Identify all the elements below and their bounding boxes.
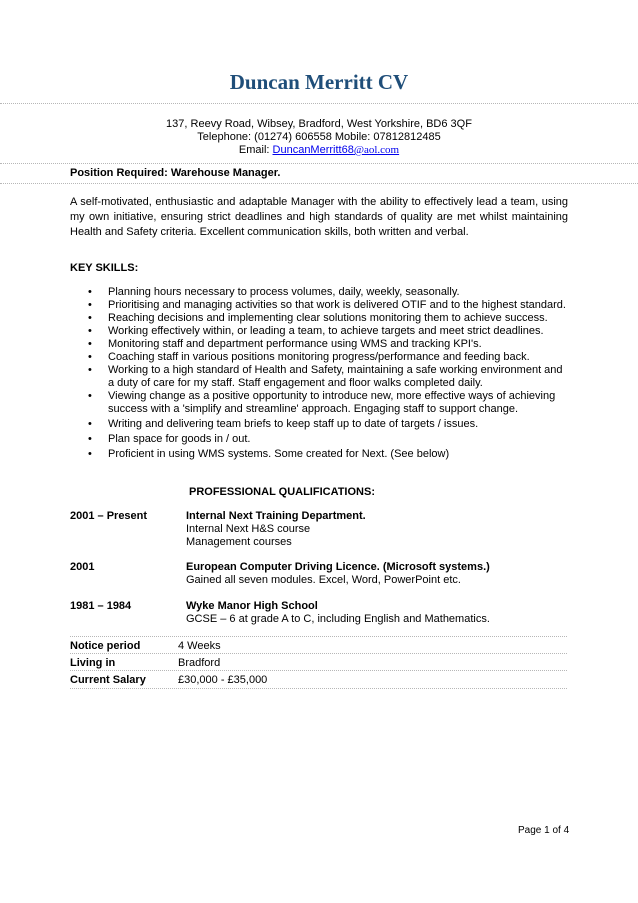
qualification-detail: Gained all seven modules. Excel, Word, PowerPoint etc. — [186, 574, 461, 586]
phone-line: Telephone: (01274) 606558 Mobile: 07812812485 — [197, 131, 441, 143]
info-divider — [70, 636, 567, 637]
qualifications-heading: PROFESSIONAL QUALIFICATIONS: — [189, 486, 375, 498]
list-item: • Working to a high standard of Health and Safety, maintaining a safe working environment and a duty of care for my staff. Staff engagement and floor walks completed daily. — [88, 364, 563, 389]
qualification-detail: Management courses — [186, 536, 292, 548]
list-item: • Coaching staff in various positions monitoring progress/performance and feeding back. — [88, 351, 530, 363]
bullet-icon: • — [88, 351, 92, 363]
position-divider — [0, 183, 638, 184]
email-link[interactable] — [273, 144, 400, 156]
list-item: • Writing and delivering team briefs to keep staff up to date of targets / issues. — [88, 418, 479, 430]
bullet-icon: • — [88, 338, 92, 350]
bullet-icon: • — [88, 448, 92, 460]
qualification-date: 2001 – Present — [70, 510, 148, 522]
qualification-body — [186, 561, 586, 587]
email-line — [0, 144, 638, 157]
page-number: Page 1 of 4 — [518, 825, 570, 836]
bullet-icon: • — [88, 325, 92, 337]
qualification-title: Wyke Manor High School — [186, 600, 318, 612]
info-value: £30,000 - £35,000 — [178, 674, 268, 686]
title-divider — [0, 103, 638, 104]
key-skills-heading: KEY SKILLS: — [70, 262, 139, 274]
bullet-icon: • — [88, 390, 92, 402]
info-label: Notice period — [70, 640, 141, 652]
email-user: DuncanMerritt68 — [272, 144, 354, 156]
address-line: 137, Reevy Road, Wibsey, Bradford, West Yorkshire, BD6 3QF — [166, 118, 472, 130]
info-divider — [70, 670, 567, 671]
profile-summary: A self-motivated, enthusiastic and adaptable Manager with the ability to effectively lead a team, using my own initiative, ensuring strict deadlines and high standards of quality are met whilst maintaining Health and Safety criteria. Excellent communication skills, both written and verbal. — [70, 196, 568, 238]
email-label: Email: — [238, 144, 273, 156]
qualification-date: 2001 — [70, 561, 95, 573]
qualification-body — [186, 600, 586, 626]
list-item: • Planning hours necessary to process volumes, daily, weekly, seasonally. — [88, 286, 460, 298]
list-item: • Prioritising and managing activities so that work is delivered OTIF and to the highest standard. — [88, 299, 566, 311]
info-divider — [70, 688, 567, 689]
info-label: Current Salary — [70, 674, 146, 686]
qualification-title: European Computer Driving Licence. (Microsoft systems.) — [186, 561, 490, 573]
list-item: • Monitoring staff and department performance using WMS and tracking KPI's. — [88, 338, 482, 350]
qualification-detail: GCSE – 6 at grade A to C, including English and Mathematics. — [186, 613, 490, 625]
info-label: Living in — [70, 657, 116, 669]
bullet-icon: • — [88, 418, 92, 430]
bullet-icon: • — [88, 433, 92, 445]
position-required: Position Required: Warehouse Manager. — [70, 167, 281, 179]
list-item: • Working effectively within, or leading a team, to achieve targets and meet strict deadlines. — [88, 325, 544, 337]
qualification-title: Internal Next Training Department. — [186, 510, 366, 522]
bullet-icon: • — [88, 286, 92, 298]
bullet-icon: • — [88, 312, 92, 324]
qualification-date: 1981 – 1984 — [70, 600, 132, 612]
key-skills-list — [70, 286, 570, 461]
list-item: • Reaching decisions and implementing clear solutions monitoring them to achieve success. — [88, 312, 548, 324]
info-value: Bradford — [178, 657, 221, 669]
qualification-body — [186, 510, 586, 549]
list-item: • Viewing change as a positive opportunity to introduce new, more effective ways of achieving success with a 'simplify and streamline' approach. Engaging staff to support change. — [88, 390, 556, 415]
info-divider — [70, 653, 567, 654]
list-item: • Proficient in using WMS systems. Some created for Next. (See below) — [88, 448, 450, 460]
contact-divider — [0, 163, 638, 164]
bullet-icon: • — [88, 299, 92, 311]
info-value: 4 Weeks — [178, 640, 221, 652]
email-domain: @aol.com — [353, 144, 400, 156]
bullet-icon: • — [88, 364, 92, 376]
qualification-detail: Internal Next H&S course — [186, 523, 311, 535]
cv-title: Duncan Merritt CV — [229, 70, 409, 94]
list-item: • Plan space for goods in / out. — [88, 433, 251, 445]
